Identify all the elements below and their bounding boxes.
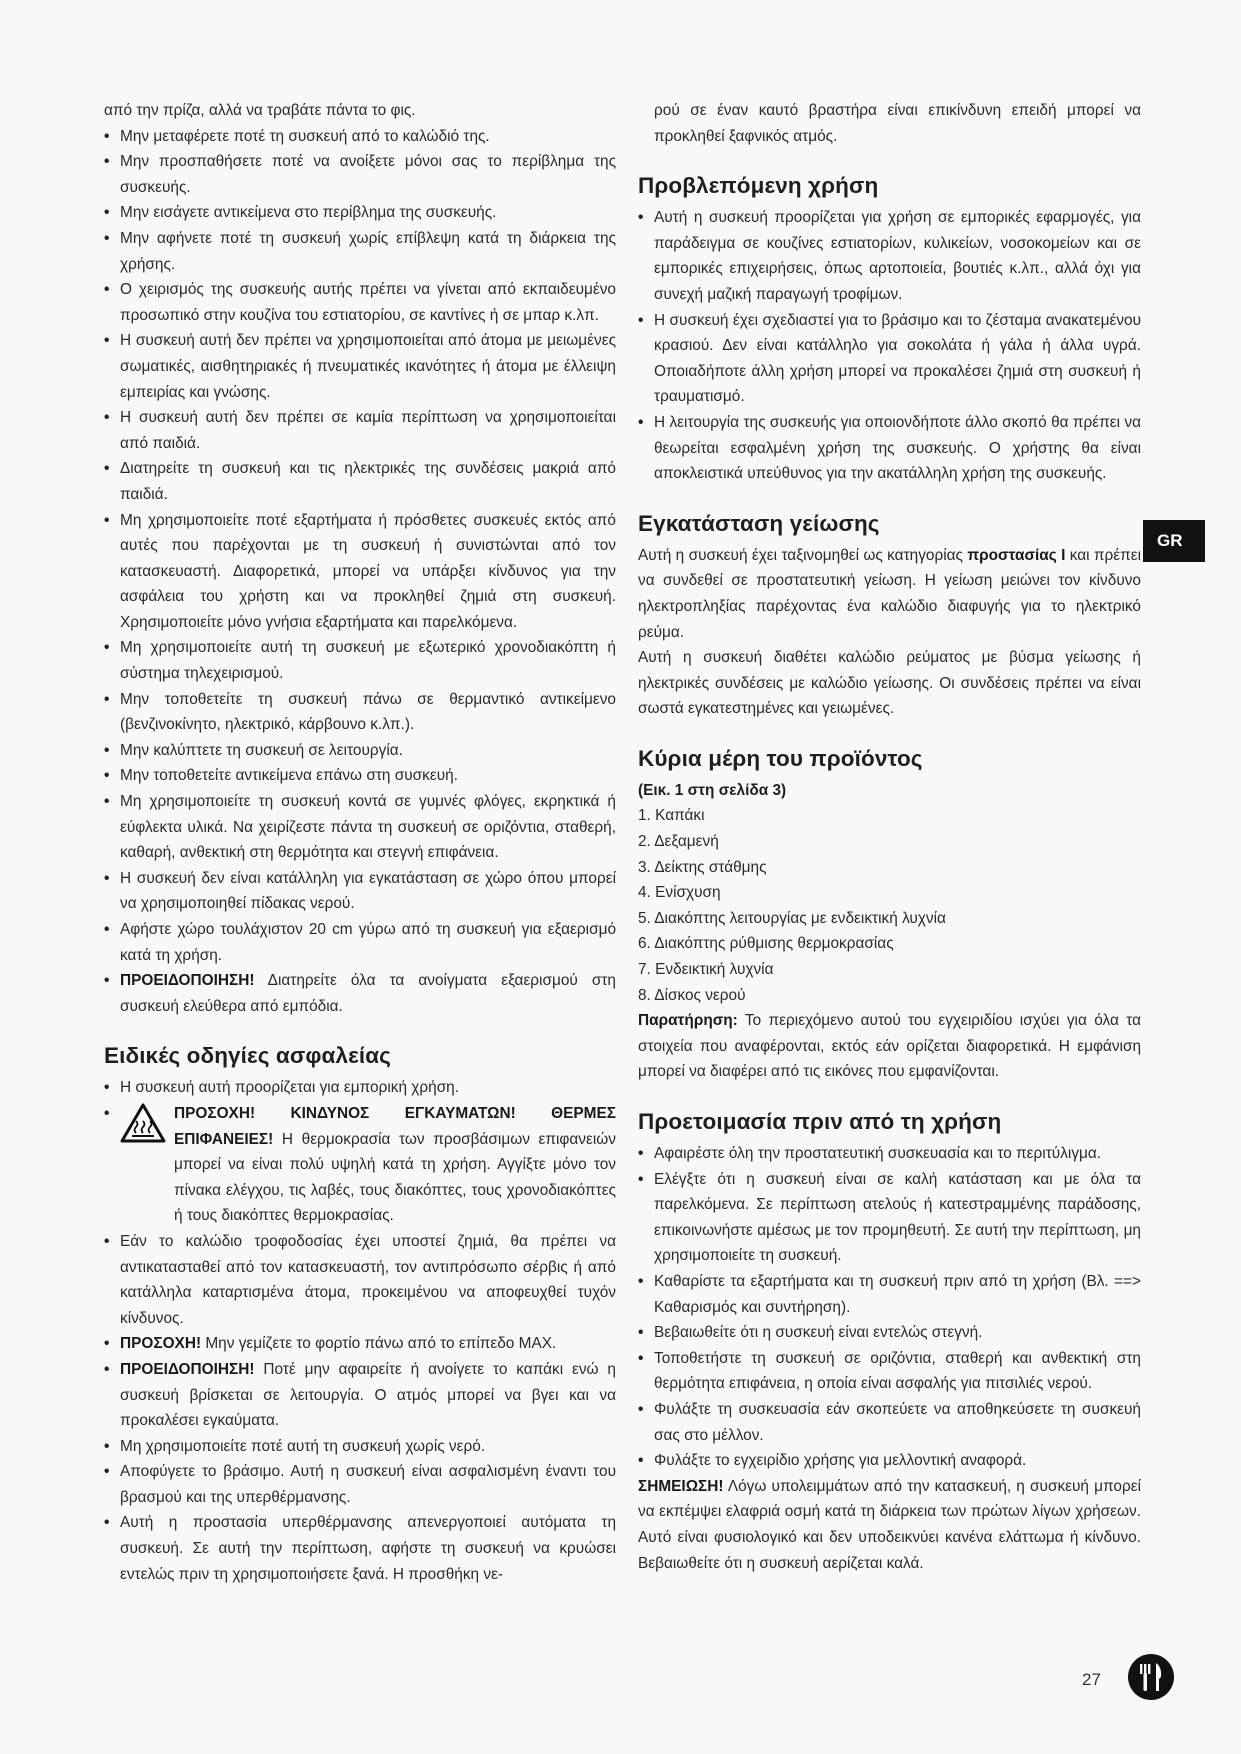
- list-item: • Μην τοποθετείτε αντικείμενα επάνω στη συσκευή.: [104, 763, 616, 789]
- list-item: • Βεβαιωθείτε ότι η συσκευή είναι εντελώς στεγνή.: [638, 1320, 1141, 1346]
- list-item: • Μη χρησιμοποιείτε αυτή τη συσκευή με εξωτερικό χρονοδιακόπτη ή σύστημα τηλεχειρισμού.: [104, 635, 616, 686]
- continued-text: από την πρίζα, αλλά να τραβάτε πάντα το φις.: [104, 102, 416, 119]
- section-heading-special-safety: Ειδικές οδηγίες ασφαλείας: [104, 1043, 391, 1069]
- list-item: • Μη χρησιμοποιείτε ποτέ εξαρτήματα ή πρόσθετες συσκευές εκτός από αυτές που παρέχονται με τη συσκευή ή συνιστώνται από τον κατασκευαστή. Διαφορετικά, μπορεί να υπάρξει κίνδυνος για την ασφάλεια του χρήστη και να προκληθεί ζημιά στη συσκευή. Χρησιμοποιείτε μόνο γνήσια εξαρτήματα και παρελκόμενα.: [104, 508, 616, 636]
- list-item: • Καθαρίστε τα εξαρτήματα και τη συσκευή πριν από τη χρήση (Βλ. ==> Καθαρισμός και συντήρηση).: [638, 1269, 1141, 1320]
- list-item: 2. Δεξαμενή: [638, 833, 719, 851]
- list-item-text: Ποτέ μην αφαιρείτε ή ανοίγετε το καπάκι ενώ η συσκευή βρίσκεται σε λειτουργία. Ο ατμός μπορεί να βγει και να προκαλέσει εγκαύματα.: [120, 1360, 616, 1430]
- list-item-text: Μην γεμίζετε το φορτίο πάνω από το επίπεδο MAX.: [201, 1335, 557, 1353]
- hot-surface-warning-icon: [120, 1103, 166, 1152]
- list-item: 1. Καπάκι: [638, 807, 705, 825]
- list-item: 3. Δείκτης στάθμης: [638, 858, 767, 876]
- list-item: • Η συσκευή αυτή δεν πρέπει να χρησιμοποιείται από άτομα με μειωμένες σωματικές, αισθητηριακές ή πνευματικές ικανότητες ή άτομα με έλλειψη εμπειρίας και γνώσης.: [104, 328, 616, 405]
- list-item: • Ελέγξτε ότι η συσκευή είναι σε καλή κατάσταση και με όλα τα παρελκόμενα. Σε περίπτωση ατελούς ή κατεστραμμένης παράδοσης, επικοινωνήστε αμέσως με τον προμηθευτή. Σε αυτή την περίπτωση, μη χρησιμοποιείτε τη συσκευή.: [638, 1167, 1141, 1269]
- list-item: • Αφήστε χώρο τουλάχιστον 20 cm γύρω από τη συσκευή για εξαερισμό κατά τη χρήση.: [104, 917, 616, 968]
- list-item: • Η συσκευή αυτή δεν πρέπει σε καμία περίπτωση να χρησιμοποιείται από παιδιά.: [104, 405, 616, 456]
- language-tab: GR: [1143, 520, 1205, 562]
- left-column: [104, 98, 616, 1587]
- cutlery-logo-icon: [1126, 1652, 1176, 1707]
- intended-use-list: [638, 205, 1141, 487]
- list-item: • Φυλάξτε τη συσκευασία εάν σκοπεύετε να αποθηκεύσετε τη συσκευή σας στο μέλλον.: [638, 1397, 1141, 1448]
- right-column: [638, 98, 1141, 1576]
- text-span: Αυτή η συσκευή έχει ταξινομηθεί ως κατηγορίας: [638, 546, 968, 564]
- list-item: • Εάν το καλώδιο τροφοδοσίας έχει υποστεί ζημιά, θα πρέπει να αντικατασταθεί από τον κατασκευαστή, τον αντιπρόσωπο σέρβις ή από κατάλληλα καταρτισμένα άτομα, προκειμένου να αποφευχθεί τυχόν κίνδυνος.: [104, 1229, 616, 1331]
- safety-list: [104, 124, 616, 1020]
- list-item: • Μην μεταφέρετε ποτέ τη συσκευή από το καλώδιό της.: [104, 124, 616, 150]
- note-label: Παρατήρηση:: [638, 1012, 738, 1030]
- list-item: • Μην εισάγετε αντικείμενα στο περίβλημα της συσκευής.: [104, 200, 616, 226]
- protection-class: προστασίας I: [967, 546, 1066, 564]
- warning-label: ΠΡΟΕΙΔΟΠΟΙΗΣΗ!: [120, 1360, 255, 1378]
- list-item: • Η λειτουργία της συσκευής για οποιονδήποτε άλλο σκοπό θα πρέπει να θεωρείται εσφαλμένη χρήση της συσκευής. Ο χρήστης θα είναι αποκλειστικά υπεύθυνος για την ακατάλληλη χρήση της συσκευής.: [638, 410, 1141, 487]
- list-item: • Αφαιρέστε όλη την προστατευτική συσκευασία και το περιτύλιγμα.: [638, 1141, 1141, 1167]
- list-item: • Η συσκευή έχει σχεδιαστεί για το βράσιμο και το ζέσταμα ανακατεμένου κρασιού. Δεν είναι κατάλληλο για σοκολάτα ή γάλα ή άλλα υγρά. Οποιαδήποτε άλλη χρήση μπορεί να προκαλέσει ζημιά στη συσκευή ή τραυματισμό.: [638, 308, 1141, 410]
- continued-text: ρού σε έναν καυτό βραστήρα είναι επικίνδυνη επειδή μπορεί να προκληθεί ξαφνικός ατμός.: [654, 102, 1141, 145]
- list-item: • Μη χρησιμοποιείτε τη συσκευή κοντά σε γυμνές φλόγες, εκρηκτικά ή εύφλεκτα υλικά. Να χειρίζεστε πάντα τη συσκευή σε οριζόντια, σταθερή, καθαρή, ανθεκτική στη θερμότητα και στεγνή επιφάνεια.: [104, 789, 616, 866]
- list-item: 5. Διακόπτης λειτουργίας με ενδεικτική λυχνία: [638, 909, 946, 927]
- list-item: • Διατηρείτε τη συσκευή και τις ηλεκτρικές της συνδέσεις μακριά από παιδιά.: [104, 456, 616, 507]
- note-text: Λόγω υπολειμμάτων από την κατασκευή, η συσκευή μπορεί να εκπέμψει ελαφριά οσμή κατά τη διάρκεια των πρώτων λίγων χρήσεων. Αυτό είναι φυσιολογικό και δεν υποδεικνύει κανένα ελάττωμα ή κίνδυνο. Βεβαιωθείτε ότι η συσκευή αερίζεται καλά.: [638, 1477, 1141, 1572]
- list-item: [104, 1331, 616, 1357]
- list-item: 6. Διακόπτης ρύθμισης θερμοκρασίας: [638, 935, 894, 953]
- list-item-text: Η θερμοκρασία των προσβάσιμων επιφανειών μπορεί να είναι πολύ υψηλή κατά τη χρήση. Αγγίξτε μόνο τον πίνακα ελέγχου, τις λαβές, τους διακόπτες, τους χρονοδιακόπτες ή τους διακόπτες θερμοκρασίας.: [174, 1130, 616, 1225]
- page-number: 27: [1082, 1670, 1101, 1689]
- list-item: • Αυτή η συσκευή προορίζεται για χρήση σε εμπορικές εφαρμογές, για παράδειγμα σε κουζίνες εστιατορίων, κυλικείων, νοσοκομείων και σε εμπορικές επιχειρήσεις, όπως αρτοποιεία, βουτιές κ.λπ., αλλά όχι για συνεχή μαζική παραγωγή τροφίμων.: [638, 205, 1141, 307]
- note-label: ΣΗΜΕΙΩΣΗ!: [638, 1477, 724, 1495]
- list-item-text: Διατηρείτε όλα τα ανοίγματα εξαερισμού στη συσκευή ελεύθερα από εμπόδια.: [120, 972, 616, 1015]
- list-item: • Αυτή η προστασία υπερθέρμανσης απενεργοποιεί αυτόματα τη συσκευή. Σε αυτή την περίπτωση, αφήστε τη συσκευή να κρυώσει εντελώς πριν τη χρησιμοποιήσετε ξανά. Η προσθήκη νε-: [104, 1510, 616, 1587]
- list-item-warning: [104, 1101, 616, 1229]
- list-item: 8. Δίσκος νερού: [638, 986, 746, 1004]
- list-item: • Μην αφήνετε ποτέ τη συσκευή χωρίς επίβλεψη κατά τη διάρκεια της χρήσης.: [104, 226, 616, 277]
- figure-reference: (Εικ. 1 στη σελίδα 3): [638, 781, 787, 799]
- parts-list: [638, 803, 1141, 1008]
- list-item: 4. Ενίσχυση: [638, 884, 721, 902]
- final-note-paragraph: [638, 1474, 1141, 1576]
- grounding-paragraph: [638, 543, 1141, 645]
- section-heading-main-parts: Κύρια μέρη του προϊόντος: [638, 745, 923, 771]
- section-heading-preparation: Προετοιμασία πριν από τη χρήση: [638, 1109, 1002, 1134]
- list-item: 7. Ενδεικτική λυχνία: [638, 961, 774, 979]
- section-heading-intended-use: Προβλεπόμενη χρήση: [638, 173, 879, 199]
- preparation-list: [638, 1141, 1141, 1474]
- list-item: [104, 968, 616, 1019]
- list-item: [104, 1357, 616, 1434]
- list-item: • Η συσκευή αυτή προορίζεται για εμπορική χρήση.: [104, 1075, 616, 1101]
- warning-label: ΠΡΟΣΟΧΗ! ΚΙΝΔΥΝΟΣ ΕΓΚΑΥΜΑΤΩΝ! ΘΕΡΜΕΣ ΕΠΙΦΑΝΕΙΕΣ!: [174, 1104, 616, 1148]
- list-item: • Μην τοποθετείτε τη συσκευή πάνω σε θερμαντικό αντικείμενο (βενζινοκίνητο, ηλεκτρικό, κάρβουνο κ.λπ.).: [104, 687, 616, 738]
- list-item: • Φυλάξτε το εγχειρίδιο χρήσης για μελλοντική αναφορά.: [638, 1448, 1141, 1474]
- list-item: • Η συσκευή δεν είναι κατάλληλη για εγκατάσταση σε χώρο όπου μπορεί να χρησιμοποιηθεί πίδακας νερού.: [104, 866, 616, 917]
- list-item: • Ο χειρισμός της συσκευής αυτής πρέπει να γίνεται από εκπαιδευμένο προσωπικό στην κουζίνα του εστιατορίου, σε καντίνες ή σε μπαρ κ.λπ.: [104, 277, 616, 328]
- warning-label: ΠΡΟΣΟΧΗ!: [120, 1335, 202, 1353]
- note-text: Το περιεχόμενο αυτού του εγχειριδίου ισχύει για όλα τα στοιχεία που αναφέρονται, εκτός εάν ορίζεται διαφορετικά. Η εμφάνιση μπορεί να διαφέρει από τις εικόνες που εμφανίζονται.: [638, 1012, 1141, 1081]
- list-item: • Μην καλύπτετε τη συσκευή σε λειτουργία.: [104, 738, 616, 764]
- note-paragraph: [638, 1008, 1141, 1085]
- list-item: • Μην προσπαθήσετε ποτέ να ανοίξετε μόνοι σας το περίβλημα της συσκευής.: [104, 149, 616, 200]
- warning-label: ΠΡΟΕΙΔΟΠΟΙΗΣΗ!: [120, 972, 255, 990]
- special-safety-list: [104, 1075, 616, 1587]
- section-heading-grounding: Εγκατάσταση γείωσης: [638, 510, 880, 536]
- text-span: και πρέπει να συνδεθεί σε προστατευτική γείωση. Η γείωση μειώνει τον κίνδυνο ηλεκτροπληξίας παρέχοντας ένα καλώδιο διαφυγής για το ηλεκτρικό ρεύμα.: [638, 546, 1141, 641]
- list-item: • Τοποθετήστε τη συσκευή σε οριζόντια, σταθερή και ανθεκτική στη θερμότητα επιφάνεια, η οποία είναι ασφαλής για πιτσιλιές νερού.: [638, 1346, 1141, 1397]
- list-item: • Μη χρησιμοποιείτε ποτέ αυτή τη συσκευή χωρίς νερό.: [104, 1434, 616, 1460]
- list-item: • Αποφύγετε το βράσιμο. Αυτή η συσκευή είναι ασφαλισμένη έναντι του βρασμού και της υπερθέρμανσης.: [104, 1459, 616, 1510]
- grounding-paragraph-2: Αυτή η συσκευή διαθέτει καλώδιο ρεύματος με βύσμα γείωσης ή ηλεκτρικές συνδέσεις με καλώδιο γείωσης. Οι συνδέσεις πρέπει να είναι σωστά εγκατεστημένες και γειωμένες.: [638, 649, 1141, 718]
